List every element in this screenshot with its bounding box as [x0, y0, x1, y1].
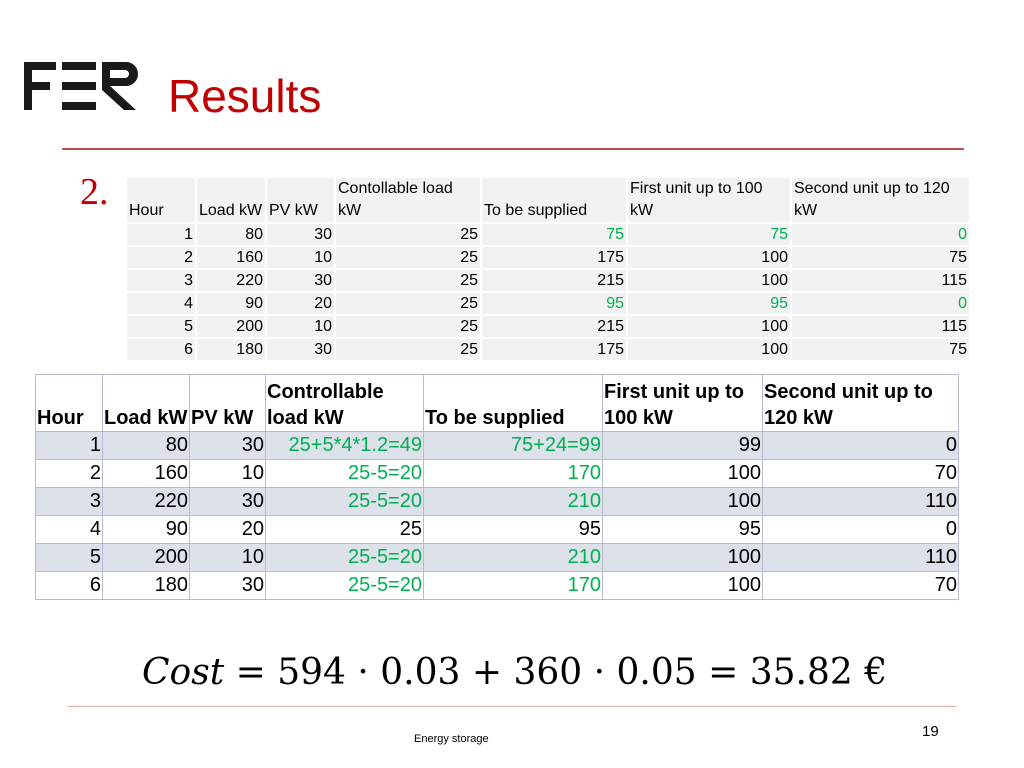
- cell: 160: [103, 460, 190, 488]
- cell: 215: [481, 269, 627, 292]
- cell: 110: [763, 544, 959, 572]
- header-first-unit: First unit up to 100 kW: [627, 178, 791, 223]
- cell: 180: [196, 338, 266, 361]
- cell: 30: [266, 338, 335, 361]
- header-controllable: Controllable load kW: [266, 375, 424, 432]
- cell: 75: [481, 223, 627, 246]
- header-hour: Hour: [127, 178, 196, 223]
- cell: 10: [266, 315, 335, 338]
- cell: 175: [481, 338, 627, 361]
- results-table-adjusted: [35, 374, 959, 600]
- cell: 180: [103, 572, 190, 600]
- cell: 30: [190, 432, 266, 460]
- header-to-be-supplied: To be supplied: [481, 178, 627, 223]
- cell: 100: [627, 246, 791, 269]
- cell: 2: [36, 460, 103, 488]
- cell: 110: [763, 488, 959, 516]
- table-header-row: [127, 178, 970, 223]
- table-header-row: [36, 375, 959, 432]
- table-row: [36, 544, 959, 572]
- cell: 75: [791, 338, 970, 361]
- cell: 30: [266, 269, 335, 292]
- cell: 100: [627, 338, 791, 361]
- cell: 6: [127, 338, 196, 361]
- header-controllable: Contollable load kW: [335, 178, 481, 223]
- cell: 0: [763, 432, 959, 460]
- cell: 200: [103, 544, 190, 572]
- cell: 25: [335, 338, 481, 361]
- cell: 70: [763, 572, 959, 600]
- cell: 100: [627, 315, 791, 338]
- cell: 210: [424, 488, 603, 516]
- cell: 25-5=20: [266, 572, 424, 600]
- cell: 30: [266, 223, 335, 246]
- cell: 25: [335, 246, 481, 269]
- currency-symbol: €: [864, 652, 888, 693]
- cell: 30: [190, 488, 266, 516]
- header-load: Load kW: [196, 178, 266, 223]
- cost-formula: [142, 652, 887, 693]
- results-table-original: [127, 178, 971, 362]
- header-pv: PV kW: [266, 178, 335, 223]
- cell: 20: [266, 292, 335, 315]
- cell: 25: [335, 223, 481, 246]
- table-row: [36, 516, 959, 544]
- cell: 1: [36, 432, 103, 460]
- cell: 220: [196, 269, 266, 292]
- cell: 25+5*4*1.2=49: [266, 432, 424, 460]
- cell: 0: [763, 516, 959, 544]
- table-row: [127, 315, 970, 338]
- cell: 2: [127, 246, 196, 269]
- cell: 80: [103, 432, 190, 460]
- cell: 100: [627, 269, 791, 292]
- cell: 5: [36, 544, 103, 572]
- cell: 99: [603, 432, 763, 460]
- header-load: Load kW: [103, 375, 190, 432]
- cell: 95: [481, 292, 627, 315]
- cell: 210: [424, 544, 603, 572]
- cell: 215: [481, 315, 627, 338]
- table-row: [127, 269, 970, 292]
- footer-divider: [68, 706, 956, 707]
- cell: 100: [603, 572, 763, 600]
- cell: 200: [196, 315, 266, 338]
- cell: 20: [190, 516, 266, 544]
- cell: 80: [196, 223, 266, 246]
- table-row: [127, 223, 970, 246]
- header-first-unit: First unit up to 100 kW: [603, 375, 763, 432]
- cell: 100: [603, 460, 763, 488]
- cell: 10: [190, 460, 266, 488]
- cell: 1: [127, 223, 196, 246]
- cell: 95: [424, 516, 603, 544]
- table-row: [36, 572, 959, 600]
- formula-rhs: = 594 · 0.03 + 360 · 0.05 = 35.82: [235, 652, 853, 693]
- table-row: [127, 338, 970, 361]
- cell: 95: [627, 292, 791, 315]
- cell: 4: [36, 516, 103, 544]
- header-second-unit: Second unit up to 120 kW: [763, 375, 959, 432]
- cell: 6: [36, 572, 103, 600]
- footer-text: Energy storage: [414, 733, 489, 745]
- cell: 75: [627, 223, 791, 246]
- page-number: 19: [922, 723, 939, 740]
- cell: 100: [603, 488, 763, 516]
- cell: 25-5=20: [266, 460, 424, 488]
- table-row: [36, 432, 959, 460]
- cell: 30: [190, 572, 266, 600]
- cell: 70: [763, 460, 959, 488]
- formula-lhs: Cost: [142, 652, 225, 693]
- cell: 90: [196, 292, 266, 315]
- cell: 25: [335, 315, 481, 338]
- table-row: [36, 460, 959, 488]
- cell: 5: [127, 315, 196, 338]
- cell: 170: [424, 460, 603, 488]
- cell: 0: [791, 223, 970, 246]
- table-row: [127, 246, 970, 269]
- cell: 25-5=20: [266, 544, 424, 572]
- cell: 25: [335, 269, 481, 292]
- cell: 10: [190, 544, 266, 572]
- section-number: 2.: [80, 171, 109, 213]
- cell: 75+24=99: [424, 432, 603, 460]
- cell: 220: [103, 488, 190, 516]
- cell: 3: [36, 488, 103, 516]
- header-hour: Hour: [36, 375, 103, 432]
- fer-logo: [24, 62, 138, 110]
- cell: 10: [266, 246, 335, 269]
- cell: 3: [127, 269, 196, 292]
- cell: 160: [196, 246, 266, 269]
- header-pv: PV kW: [190, 375, 266, 432]
- cell: 115: [791, 315, 970, 338]
- header-second-unit: Second unit up to 120 kW: [791, 178, 970, 223]
- table-row: [36, 488, 959, 516]
- cell: 90: [103, 516, 190, 544]
- page-title: Results: [168, 70, 322, 122]
- cell: 75: [791, 246, 970, 269]
- cell: 95: [603, 516, 763, 544]
- table-row: [127, 292, 970, 315]
- cell: 0: [791, 292, 970, 315]
- cell: 25: [266, 516, 424, 544]
- header-to-be-supplied: To be supplied: [424, 375, 603, 432]
- title-divider: [62, 148, 964, 150]
- cell: 170: [424, 572, 603, 600]
- cell: 4: [127, 292, 196, 315]
- cell: 175: [481, 246, 627, 269]
- cell: 100: [603, 544, 763, 572]
- cell: 25: [335, 292, 481, 315]
- cell: 115: [791, 269, 970, 292]
- cell: 25-5=20: [266, 488, 424, 516]
